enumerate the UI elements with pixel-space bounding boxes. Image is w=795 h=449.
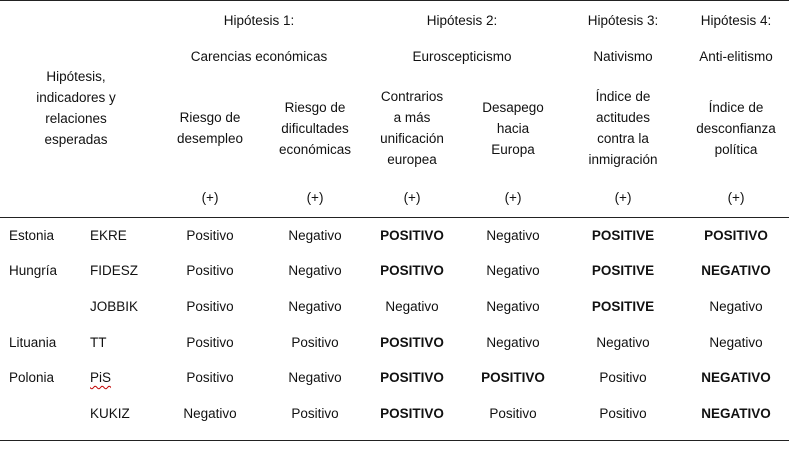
indicator-label: económicas — [278, 141, 352, 157]
result-cell: POSITIVE — [591, 299, 655, 314]
party-label: KUKIZ — [90, 406, 130, 421]
party-label: PiS — [90, 370, 112, 385]
hypothesis-name: Carencias económicas — [190, 49, 328, 64]
result-cell: Positivo — [291, 335, 339, 350]
result-cell: Negativo — [385, 299, 439, 314]
result-cell: POSITIVO — [481, 370, 545, 385]
result-cell: NEGATIVO — [701, 370, 771, 385]
result-cell: Positivo — [599, 406, 647, 421]
result-cell: Negativo — [183, 406, 237, 421]
top-rule — [0, 0, 789, 1]
result-cell: POSITIVE — [591, 263, 655, 278]
row-label-header: indicadores y — [36, 90, 116, 105]
result-cell: Negativo — [288, 370, 342, 385]
row-label-header: esperadas — [44, 132, 108, 147]
indicator-label: a más — [393, 110, 431, 125]
indicator-label: hacia — [496, 120, 530, 136]
indicator-label: inmigración — [588, 152, 658, 167]
indicator-label: política — [714, 141, 758, 157]
indicator-label: unificación — [380, 131, 444, 146]
party-label: EKRE — [90, 228, 127, 243]
result-cell: Negativo — [709, 299, 763, 314]
result-cell: Negativo — [486, 299, 540, 314]
result-cell: Negativo — [486, 263, 540, 278]
result-cell: Negativo — [596, 335, 650, 350]
header-rule — [0, 217, 789, 218]
result-cell: Positivo — [599, 370, 647, 385]
bottom-rule — [0, 440, 789, 441]
indicator-label: dificultades — [281, 120, 349, 136]
hypothesis-name: Nativismo — [593, 49, 653, 64]
result-cell: Positivo — [186, 335, 234, 350]
result-cell: POSITIVO — [380, 263, 444, 278]
result-cell: POSITIVO — [380, 406, 444, 421]
result-cell: POSITIVO — [380, 335, 444, 350]
indicator-label: contra la — [597, 131, 649, 146]
expected-relation: (+) — [403, 190, 421, 205]
result-cell: Negativo — [486, 335, 540, 350]
result-cell: Positivo — [489, 406, 537, 421]
expected-relation: (+) — [201, 190, 219, 205]
result-cell: Negativo — [288, 263, 342, 278]
row-label-header: relaciones — [45, 111, 107, 126]
indicator-label: Contrarios — [380, 89, 444, 104]
expected-relation: (+) — [727, 190, 745, 205]
result-cell: Positivo — [186, 263, 234, 278]
result-cell: NEGATIVO — [701, 406, 771, 421]
indicator-label: Índice de — [595, 89, 651, 104]
indicator-label: Europa — [491, 141, 535, 157]
result-cell: POSITIVO — [704, 228, 768, 243]
result-cell: Positivo — [186, 228, 234, 243]
indicator-label: Índice de — [708, 99, 764, 115]
indicator-label: Desapego — [482, 99, 544, 115]
country-label: Hungría — [9, 263, 58, 278]
party-label: TT — [90, 335, 107, 350]
country-label: Estonia — [9, 228, 55, 243]
expected-relation: (+) — [306, 190, 324, 205]
indicator-label: desempleo — [176, 131, 244, 146]
hypothesis-title: Hipótesis 3: — [587, 13, 659, 28]
indicator-label: desconfianza — [696, 120, 776, 136]
result-cell: POSITIVO — [380, 370, 444, 385]
indicator-label: Riesgo de — [179, 110, 241, 125]
result-cell: Negativo — [288, 228, 342, 243]
result-cell: Positivo — [186, 299, 234, 314]
country-label: Polonia — [9, 370, 55, 385]
hypothesis-title: Hipótesis 2: — [426, 13, 498, 28]
result-cell: Positivo — [291, 406, 339, 421]
hypothesis-title: Hipótesis 1: — [223, 13, 295, 28]
party-label: FIDESZ — [90, 263, 139, 278]
indicator-label: europea — [387, 152, 437, 167]
result-cell: Negativo — [288, 299, 342, 314]
expected-relation: (+) — [504, 190, 522, 205]
result-cell: POSITIVE — [591, 228, 655, 243]
country-label: Lituania — [9, 335, 57, 350]
row-label-header: Hipótesis, — [46, 69, 106, 84]
result-cell: Negativo — [709, 335, 763, 350]
hypothesis-name: Anti-elitismo — [699, 49, 773, 64]
result-cell: Negativo — [486, 228, 540, 243]
hypothesis-title: Hipótesis 4: — [700, 13, 772, 28]
hypothesis-name: Euroscepticismo — [412, 49, 512, 64]
result-cell: POSITIVO — [380, 228, 444, 243]
result-cell: NEGATIVO — [701, 263, 771, 278]
result-cell: Positivo — [186, 370, 234, 385]
indicator-label: Riesgo de — [284, 99, 346, 115]
expected-relation: (+) — [614, 190, 632, 205]
party-label: JOBBIK — [90, 299, 139, 314]
indicator-label: actitudes — [595, 110, 651, 125]
